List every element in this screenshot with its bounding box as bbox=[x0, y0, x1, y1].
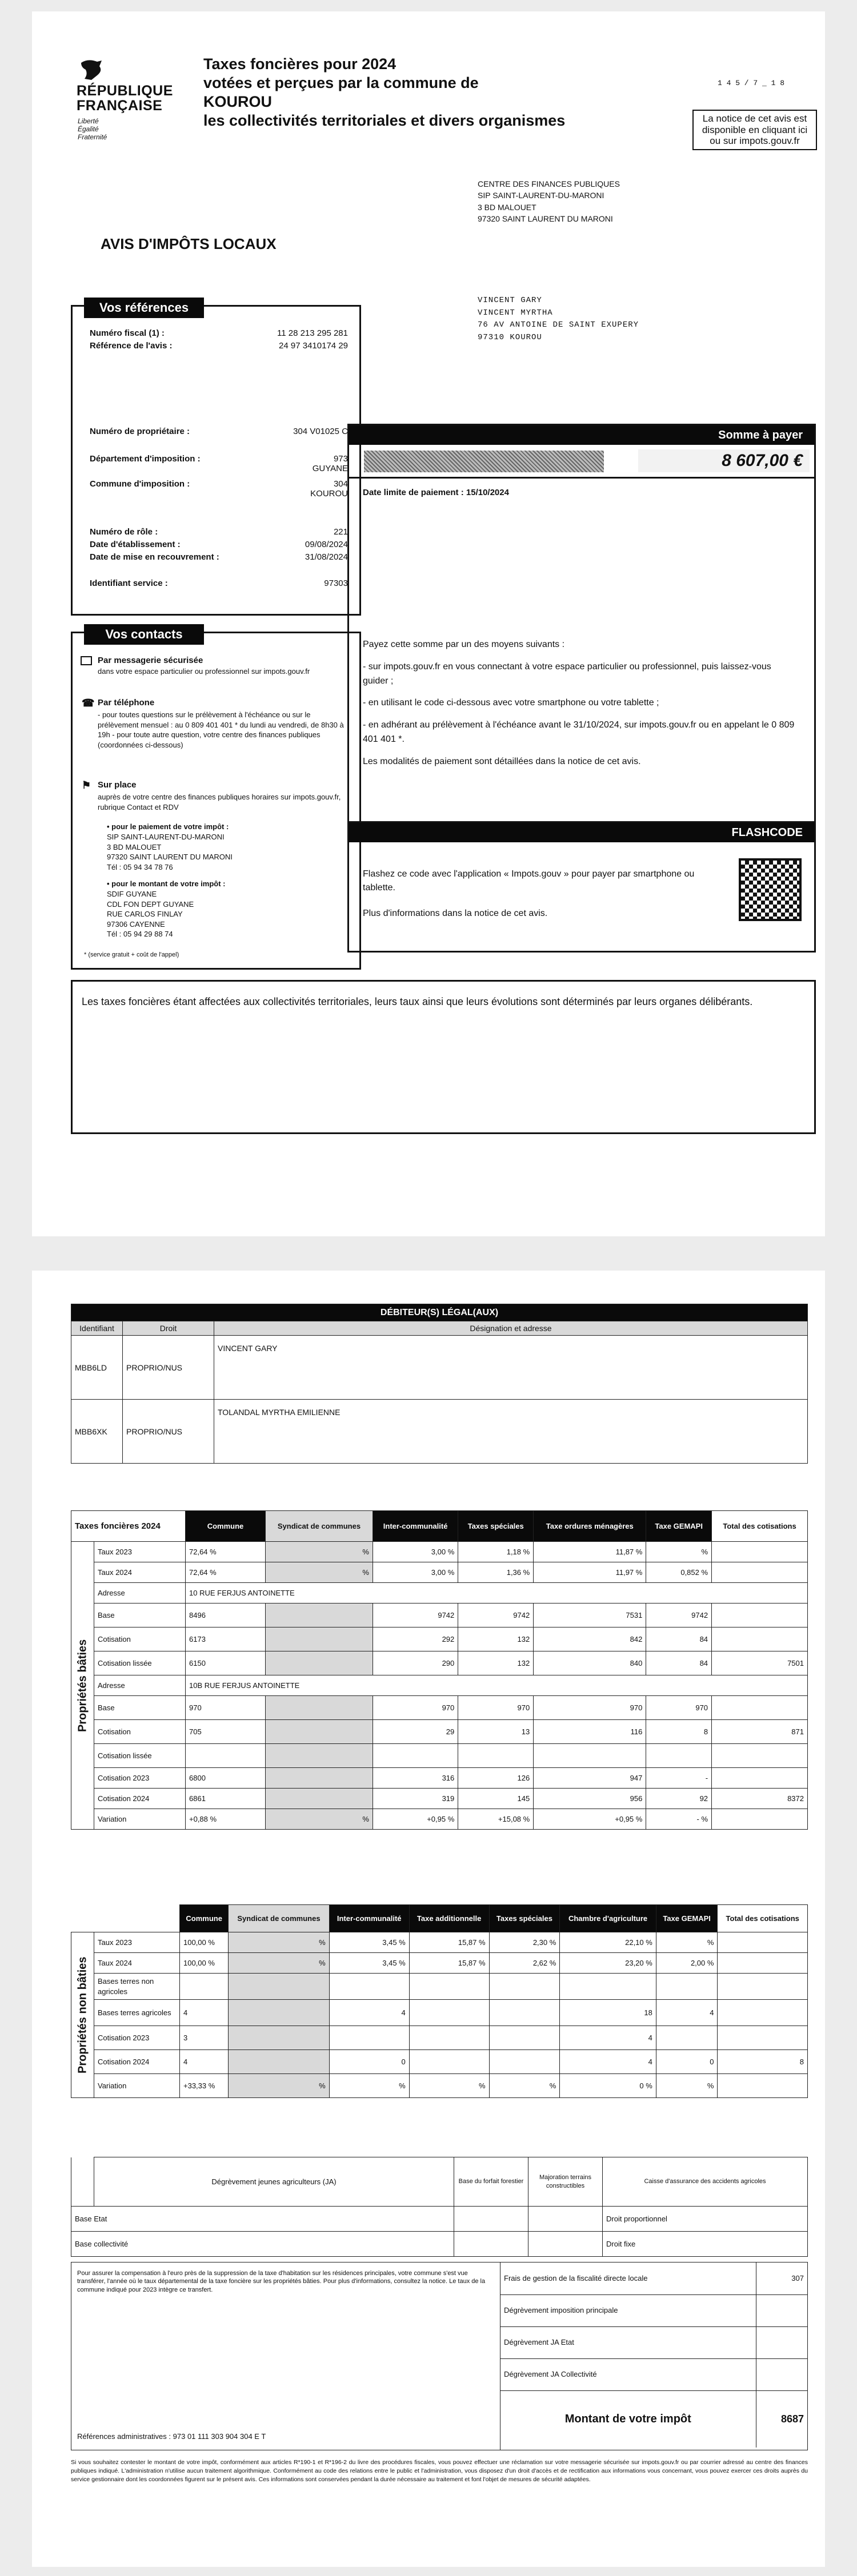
tax-cell bbox=[409, 2000, 489, 2026]
tax-cell: 145 bbox=[458, 1789, 534, 1809]
phone-icon: ☎ bbox=[82, 697, 95, 709]
bottom-note-text: Les taxes foncières étant affectées aux collectivités territoriales, leurs taux ainsi que leurs évolutions sont déterminés par leurs organes délibérants. bbox=[82, 996, 753, 1007]
tax-cell bbox=[656, 1974, 718, 2000]
tax-cell: 0 bbox=[656, 2050, 718, 2074]
tax-cell: 947 bbox=[534, 1768, 646, 1789]
total-tax-value: 8687 bbox=[756, 2390, 807, 2448]
contact-message-title: Par messagerie sécurisée bbox=[98, 656, 203, 665]
tax-cell: 15,87 % bbox=[409, 1932, 489, 1953]
tax-cell: 8 bbox=[646, 1720, 712, 1744]
tax-cell: - bbox=[646, 1768, 712, 1789]
tax-cell bbox=[373, 1744, 458, 1768]
row-label: Taux 2023 bbox=[94, 1932, 180, 1953]
tax-cell: 6800 bbox=[186, 1768, 266, 1789]
tax-cell: 18 bbox=[560, 2000, 656, 2026]
tax-cell: +33,33 % bbox=[180, 2074, 229, 2098]
tax-cell: 840 bbox=[534, 1651, 646, 1675]
row-label: Cotisation 2023 bbox=[94, 2026, 180, 2050]
taxpayer-address: VINCENT GARY VINCENT MYRTHA 76 AV ANTOINE DE SAINT EXUPERY 97310 KOUROU bbox=[478, 296, 639, 343]
ref-label-department: Département d'imposition : bbox=[90, 454, 201, 464]
tax-cell: % bbox=[266, 1542, 373, 1562]
tax-cell: 871 bbox=[712, 1720, 808, 1744]
built-header: Taxe ordures ménagères bbox=[534, 1511, 646, 1542]
tax-cell: +15,08 % bbox=[458, 1809, 534, 1830]
section-side-label: Propriétés non bâties bbox=[71, 1932, 94, 2098]
tax-cell: 72,64 % bbox=[186, 1562, 266, 1583]
unbuilt-header: Commune bbox=[180, 1905, 229, 1932]
tax-cell bbox=[712, 1696, 808, 1720]
debtor-id: MBB6LD bbox=[71, 1336, 123, 1400]
row-label: Bases terres agricoles bbox=[94, 2000, 180, 2026]
tax-cell: 290 bbox=[373, 1651, 458, 1675]
tax-cell bbox=[712, 1604, 808, 1627]
tax-cell: 956 bbox=[534, 1789, 646, 1809]
tax-cell: % bbox=[329, 2074, 409, 2098]
debtor-row bbox=[71, 1400, 808, 1464]
tax-cell: % bbox=[229, 1932, 329, 1953]
contact-phone-title: Par téléphone bbox=[98, 698, 155, 708]
tax-row bbox=[71, 1932, 808, 1953]
tax-row bbox=[71, 2026, 808, 2050]
relief-forest-label: Base du forfait forestier bbox=[454, 2157, 528, 2207]
tax-cell: % bbox=[646, 1542, 712, 1562]
page-1 bbox=[32, 11, 825, 1236]
droit-fixe-label: Droit fixe bbox=[603, 2232, 808, 2257]
tax-cell bbox=[712, 1542, 808, 1562]
relief-table bbox=[71, 2157, 808, 2257]
tax-cell: 0,852 % bbox=[646, 1562, 712, 1583]
payment-means: Payez cette somme par un des moyens suivants : - sur impots.gouv.fr en vous connectant à votre espace particulier ou professionnel, puis laissez-vous guider ; - en utilisant le code ci-dessous avec votre smartphone ou votre tablette ; - en adhérant au prélèvement à l'échéance avant le 31/10/2024, sur impots.gouv.fr ou en appelant le 0 809 401 401 *. Les modalités de paiement sont détaillées dans la notice de cet avis. bbox=[363, 640, 795, 766]
tax-cell bbox=[458, 1744, 534, 1768]
row-label: Bases terres non agricoles bbox=[94, 1974, 180, 2000]
ref-label-fiscal: Numéro fiscal (1) : bbox=[90, 328, 165, 338]
built-section-title: Taxes foncières 2024 bbox=[71, 1511, 186, 1542]
tax-cell: 970 bbox=[458, 1696, 534, 1720]
row-label: Cotisation 2023 bbox=[94, 1768, 186, 1789]
flashcode-more: Plus d'informations dans la notice de cet avis. bbox=[363, 909, 548, 918]
relief-insurance-label: Caisse d'assurance des accidents agricoles bbox=[603, 2157, 808, 2207]
tax-cell bbox=[266, 1789, 373, 1809]
unbuilt-header: Syndicat de communes bbox=[229, 1905, 329, 1932]
tax-cell: 8496 bbox=[186, 1604, 266, 1627]
contact-place-title: Sur place bbox=[98, 780, 137, 790]
republic-motto: Liberté Égalité Fraternité bbox=[78, 117, 107, 141]
tax-cell: 23,20 % bbox=[560, 1953, 656, 1974]
base-collectivite-label: Base collectivité bbox=[71, 2232, 454, 2257]
ref-value-service: 97303 bbox=[324, 578, 348, 588]
summary-row-label: Dégrèvement JA Etat bbox=[500, 2326, 756, 2358]
references-box bbox=[71, 300, 361, 616]
tax-cell: +0,95 % bbox=[534, 1809, 646, 1830]
contact-amount-title: • pour le montant de votre impôt : bbox=[107, 879, 226, 888]
tax-row bbox=[71, 2000, 808, 2026]
tax-cell bbox=[229, 2026, 329, 2050]
unbuilt-header: Total des cotisations bbox=[718, 1905, 808, 1932]
bottom-note-box bbox=[71, 980, 816, 1134]
summary-row-value bbox=[756, 2326, 807, 2358]
tax-cell: 8372 bbox=[712, 1789, 808, 1809]
tax-cell: 6173 bbox=[186, 1627, 266, 1651]
tax-cell bbox=[180, 1974, 229, 2000]
tax-cell: 29 bbox=[373, 1720, 458, 1744]
tax-cell: 7531 bbox=[534, 1604, 646, 1627]
summary-left-text: Pour assurer la compensation à l'euro près de la suppression de la taxe d'habitation sur les résidences principales, votre commune s'est vue transférer, l'année où le taux départemental de la taxe foncière sur les propriétés bâties. Pour plus d'informations, consultez la notice. Le taux de la commune indiqué pour 2023 intègre ce transfert. bbox=[77, 2270, 486, 2293]
envelope-icon bbox=[81, 656, 92, 665]
tax-cell bbox=[266, 1696, 373, 1720]
tax-cell: 0 % bbox=[560, 2074, 656, 2098]
contact-amount-address: SDIF GUYANE CDL FON DEPT GUYANE RUE CARLOS FINLAY 97306 CAYENNE Tél : 05 94 29 88 74 bbox=[107, 890, 194, 939]
location-icon: ⚑ bbox=[82, 779, 91, 791]
row-label: Cotisation bbox=[94, 1627, 186, 1651]
debtor-right: PROPRIO/NUS bbox=[123, 1336, 214, 1400]
tax-cell: 11,97 % bbox=[534, 1562, 646, 1583]
tax-row bbox=[71, 1627, 808, 1651]
ref-label-notice: Référence de l'avis : bbox=[90, 341, 173, 351]
unbuilt-header: Inter-communalité bbox=[329, 1905, 409, 1932]
ref-label-service: Identifiant service : bbox=[90, 578, 168, 588]
row-label: Base bbox=[94, 1696, 186, 1720]
section-side-label: Propriétés bâties bbox=[71, 1542, 94, 1830]
tax-cell: % bbox=[656, 2074, 718, 2098]
row-label: Cotisation 2024 bbox=[94, 1789, 186, 1809]
row-label: Base bbox=[94, 1604, 186, 1627]
tax-cell: 316 bbox=[373, 1768, 458, 1789]
property-address: 10B RUE FERJUS ANTOINETTE bbox=[186, 1675, 808, 1696]
tax-cell: 970 bbox=[186, 1696, 266, 1720]
ref-label-role: Numéro de rôle : bbox=[90, 527, 158, 537]
contact-pay-title: • pour le paiement de votre impôt : bbox=[107, 822, 229, 831]
unbuilt-properties-table bbox=[71, 1904, 808, 2098]
tax-cell bbox=[409, 2050, 489, 2074]
tax-cell: 292 bbox=[373, 1627, 458, 1651]
tax-cell bbox=[266, 1744, 373, 1768]
droit-proportionnel-label: Droit proportionnel bbox=[603, 2207, 808, 2232]
debtor-id: MBB6XK bbox=[71, 1400, 123, 1464]
tax-cell: 4 bbox=[329, 2000, 409, 2026]
ref-value-collection: 31/08/2024 bbox=[305, 552, 348, 562]
tax-row bbox=[71, 1696, 808, 1720]
tax-cell: 3 bbox=[180, 2026, 229, 2050]
summary-row-value: 307 bbox=[756, 2262, 807, 2294]
summary-row-value bbox=[756, 2358, 807, 2390]
total-tax-label: Montant de votre impôt bbox=[500, 2390, 756, 2448]
base-etat-label: Base Etat bbox=[71, 2207, 454, 2232]
payment-title: Somme à payer bbox=[349, 425, 814, 445]
tax-cell bbox=[266, 1627, 373, 1651]
flashcode-title: FLASHCODE bbox=[349, 823, 814, 842]
debtors-header-right: Droit bbox=[123, 1321, 214, 1336]
tax-row bbox=[71, 1651, 808, 1675]
tax-cell bbox=[329, 1974, 409, 2000]
notice-link-box[interactable]: La notice de cet avis est disponible en cliquant ici ou sur impots.gouv.fr bbox=[692, 110, 817, 150]
tax-row bbox=[71, 1768, 808, 1789]
debtors-title: DÉBITEUR(S) LÉGAL(AUX) bbox=[71, 1304, 808, 1321]
contacts-title: Vos contacts bbox=[84, 624, 204, 645]
contact-pay-address: SIP SAINT-LAURENT-DU-MARONI 3 BD MALOUET 97320 SAINT LAURENT DU MARONI Tél : 05 94 34 78 76 bbox=[107, 833, 233, 871]
ref-value-fiscal: 11 28 213 295 281 bbox=[277, 328, 348, 338]
tax-cell bbox=[229, 2050, 329, 2074]
tax-row bbox=[71, 1720, 808, 1744]
tax-cell: 1,18 % bbox=[458, 1542, 534, 1562]
tax-row bbox=[71, 1675, 808, 1696]
summary-right bbox=[500, 2262, 807, 2450]
tax-cell: 0 bbox=[329, 2050, 409, 2074]
tax-cell bbox=[656, 2026, 718, 2050]
tax-row bbox=[71, 2074, 808, 2098]
doc-title: AVIS D'IMPÔTS LOCAUX bbox=[101, 235, 277, 252]
tax-cell: % bbox=[409, 2074, 489, 2098]
tax-cell bbox=[718, 2074, 808, 2098]
contact-note: * (service gratuit + coût de l'appel) bbox=[84, 951, 179, 958]
built-header: Syndicat de communes bbox=[266, 1511, 373, 1542]
unbuilt-header: Taxes spéciales bbox=[489, 1905, 560, 1932]
tax-cell: 970 bbox=[373, 1696, 458, 1720]
barcode-strip bbox=[364, 451, 604, 472]
unbuilt-header: Taxe GEMAPI bbox=[656, 1905, 718, 1932]
tax-cell: 3,00 % bbox=[373, 1562, 458, 1583]
tax-cell bbox=[718, 1953, 808, 1974]
row-label: Adresse bbox=[94, 1675, 186, 1696]
qr-code-icon[interactable] bbox=[739, 858, 802, 921]
tax-cell: 319 bbox=[373, 1789, 458, 1809]
property-address: 10 RUE FERJUS ANTOINETTE bbox=[186, 1583, 808, 1604]
unbuilt-header: Taxe additionnelle bbox=[409, 1905, 489, 1932]
summary-refs: Références administratives : 973 01 111 303 904 304 E T bbox=[77, 2432, 266, 2441]
tax-cell bbox=[718, 2000, 808, 2026]
tax-cell: 100,00 % bbox=[180, 1953, 229, 1974]
tax-cell bbox=[409, 2026, 489, 2050]
tax-title: Taxes foncières pour 2024 votées et perçues par la commune de KOUROU les collectivités territoriales et divers organismes bbox=[203, 55, 566, 129]
tax-row bbox=[71, 1744, 808, 1768]
tax-cell: 2,30 % bbox=[489, 1932, 560, 1953]
tax-cell: 15,87 % bbox=[409, 1953, 489, 1974]
page-2 bbox=[32, 1271, 825, 2567]
ref-label-commune: Commune d'imposition : bbox=[90, 479, 190, 489]
tax-cell bbox=[489, 2000, 560, 2026]
summary-row-label: Frais de gestion de la fiscalité directe locale bbox=[500, 2262, 756, 2294]
ref-value-department: 973 GUYANE bbox=[312, 454, 348, 473]
summary-row-label: Dégrèvement JA Collectivité bbox=[500, 2358, 756, 2390]
tax-cell: 7501 bbox=[712, 1651, 808, 1675]
tax-cell bbox=[718, 2026, 808, 2050]
tax-cell: 9742 bbox=[646, 1604, 712, 1627]
tax-cell: 4 bbox=[180, 2050, 229, 2074]
tax-cell bbox=[718, 1974, 808, 2000]
tax-cell: 132 bbox=[458, 1651, 534, 1675]
built-properties-table bbox=[71, 1510, 808, 1830]
built-header: Taxes spéciales bbox=[458, 1511, 534, 1542]
tax-cell: 84 bbox=[646, 1651, 712, 1675]
debtor-row bbox=[71, 1336, 808, 1400]
tax-cell: 9742 bbox=[458, 1604, 534, 1627]
tax-row bbox=[71, 1974, 808, 2000]
tax-row bbox=[71, 1953, 808, 1974]
built-header: Total des cotisations bbox=[712, 1511, 808, 1542]
tax-cell: +0,88 % bbox=[186, 1809, 266, 1830]
built-header: Inter-communalité bbox=[373, 1511, 458, 1542]
tax-cell: 132 bbox=[458, 1627, 534, 1651]
tax-cell bbox=[489, 2050, 560, 2074]
tax-cell bbox=[712, 1562, 808, 1583]
tax-cell bbox=[712, 1744, 808, 1768]
republic-name: RÉPUBLIQUE FRANÇAISE bbox=[77, 83, 173, 114]
marianne-logo bbox=[80, 58, 105, 81]
tax-cell: 116 bbox=[534, 1720, 646, 1744]
tax-cell: 2,00 % bbox=[656, 1953, 718, 1974]
tax-row bbox=[71, 1562, 808, 1583]
tax-cell: 4 bbox=[656, 2000, 718, 2026]
tax-cell: 8 bbox=[718, 2050, 808, 2074]
tax-cell: % bbox=[229, 1953, 329, 1974]
tax-cell: 842 bbox=[534, 1627, 646, 1651]
tax-cell: 84 bbox=[646, 1627, 712, 1651]
tax-cell: 9742 bbox=[373, 1604, 458, 1627]
summary-box bbox=[71, 2262, 808, 2450]
tax-cell: 3,00 % bbox=[373, 1542, 458, 1562]
top-code: 1 4 5 / 7 _ 1 8 bbox=[718, 79, 785, 87]
tax-cell bbox=[712, 1768, 808, 1789]
tax-cell: 6861 bbox=[186, 1789, 266, 1809]
payment-box bbox=[347, 424, 816, 823]
payment-amount: 8 607,00 € bbox=[638, 449, 810, 472]
tax-cell: 970 bbox=[646, 1696, 712, 1720]
row-label: Cotisation lissée bbox=[94, 1651, 186, 1675]
tax-cell: % bbox=[266, 1562, 373, 1583]
tax-cell: 11,87 % bbox=[534, 1542, 646, 1562]
built-header: Taxe GEMAPI bbox=[646, 1511, 712, 1542]
row-label: Taux 2023 bbox=[94, 1542, 186, 1562]
tax-cell: 2,62 % bbox=[489, 1953, 560, 1974]
tax-cell: % bbox=[266, 1809, 373, 1830]
contact-place-text: auprès de votre centre des finances publiques horaires sur impots.gouv.fr, rubrique Contact et RDV bbox=[98, 793, 341, 811]
tax-cell: 1,36 % bbox=[458, 1562, 534, 1583]
tax-cell bbox=[186, 1744, 266, 1768]
row-label: Adresse bbox=[94, 1583, 186, 1604]
tax-cell bbox=[646, 1744, 712, 1768]
tax-cell bbox=[266, 1768, 373, 1789]
ref-label-owner: Numéro de propriétaire : bbox=[90, 427, 190, 436]
tax-row bbox=[71, 1789, 808, 1809]
tax-cell bbox=[712, 1627, 808, 1651]
tax-cell: 13 bbox=[458, 1720, 534, 1744]
tax-cell bbox=[718, 1932, 808, 1953]
tax-cell: 126 bbox=[458, 1768, 534, 1789]
tax-cell bbox=[329, 2026, 409, 2050]
debtors-table bbox=[71, 1304, 808, 1464]
tax-cell: - % bbox=[646, 1809, 712, 1830]
row-label: Variation bbox=[94, 1809, 186, 1830]
built-header: Commune bbox=[186, 1511, 266, 1542]
ref-value-notice: 24 97 3410174 29 bbox=[279, 341, 348, 351]
tax-cell: % bbox=[656, 1932, 718, 1953]
tax-row bbox=[71, 1542, 808, 1562]
flashcode-box bbox=[347, 821, 816, 953]
tax-cell bbox=[266, 1651, 373, 1675]
tax-cell: 3,45 % bbox=[329, 1953, 409, 1974]
row-label: Taux 2024 bbox=[94, 1953, 180, 1974]
tax-cell: % bbox=[229, 2074, 329, 2098]
tax-cell: 6150 bbox=[186, 1651, 266, 1675]
row-label: Taux 2024 bbox=[94, 1562, 186, 1583]
tax-cell: 4 bbox=[560, 2050, 656, 2074]
tax-cell: 705 bbox=[186, 1720, 266, 1744]
ref-value-owner: 304 V01025 C bbox=[293, 427, 348, 436]
tax-cell: 100,00 % bbox=[180, 1932, 229, 1953]
debtor-name: VINCENT GARY bbox=[214, 1336, 808, 1400]
tax-row bbox=[71, 1604, 808, 1627]
row-label: Cotisation lissée bbox=[94, 1744, 186, 1768]
debtors-header-id: Identifiant bbox=[71, 1321, 123, 1336]
tax-cell bbox=[534, 1744, 646, 1768]
summary-row-label: Dégrèvement imposition principale bbox=[500, 2294, 756, 2326]
summary-row-value bbox=[756, 2294, 807, 2326]
tax-row bbox=[71, 1583, 808, 1604]
tax-cell: 92 bbox=[646, 1789, 712, 1809]
row-label: Cotisation bbox=[94, 1720, 186, 1744]
tax-cell bbox=[560, 1974, 656, 2000]
relief-ja-label: Dégrèvement jeunes agriculteurs (JA) bbox=[94, 2157, 454, 2207]
legal-footer-text: Si vous souhaitez contester le montant de votre impôt, conformément aux articles R*190-1 et R*196-2 du livre des procédures fiscales, vous pouvez effectuer une réclamation sur votre messagerie sécurisée sur impots.gouv.fr ou par courrier adressé au centre des finances publiques indiqué. L'administration n'utilise aucun traitement algorithmique. Conformément au code des relations entre le public et l'administration, vous disposez d'un droit d'accès et de rectification aux informations vous concernant, vous pouvez exercer ces droits auprès du service gestionnaire dont les coordonnées figurent sur le présent avis. Ces informations sont conservées pendant la durée nécessaire au traitement et font l'objet de mesures de sécurité adaptées. bbox=[71, 2459, 808, 2483]
ref-label-established: Date d'établissement : bbox=[90, 540, 181, 549]
tax-cell: 4 bbox=[560, 2026, 656, 2050]
relief-constructible-label: Majoration terrains constructibles bbox=[528, 2157, 603, 2207]
tax-row bbox=[71, 1809, 808, 1830]
row-label: Cotisation 2024 bbox=[94, 2050, 180, 2074]
tax-row bbox=[71, 2050, 808, 2074]
unbuilt-header: Chambre d'agriculture bbox=[560, 1905, 656, 1932]
contact-phone-text: - pour toutes questions sur le prélèvement à l'échéance ou sur le prélèvement mensuel : au 0 809 401 401 * du lundi au vendredi, de 8h30 à 19h - pour toute autre question, votre centre des finances publiques (coordonnées ci-dessous) bbox=[98, 710, 344, 749]
payment-deadline: Date limite de paiement : 15/10/2024 bbox=[363, 488, 509, 497]
ref-value-role: 221 bbox=[333, 527, 348, 537]
tax-cell bbox=[266, 1604, 373, 1627]
flashcode-text: Flashez ce code avec l'application « Impots.gouv » pour payer par smartphone ou tablette. bbox=[363, 869, 695, 893]
tax-cell bbox=[229, 2000, 329, 2026]
tax-cell bbox=[489, 2026, 560, 2050]
tax-cell bbox=[712, 1809, 808, 1830]
contact-message-text: dans votre espace particulier ou professionnel sur impots.gouv.fr bbox=[98, 667, 310, 676]
tax-cell: 970 bbox=[534, 1696, 646, 1720]
tax-cell bbox=[229, 1974, 329, 2000]
references-title: Vos références bbox=[84, 298, 204, 318]
finance-center-address: CENTRE DES FINANCES PUBLIQUES SIP SAINT-LAURENT-DU-MARONI 3 BD MALOUET 97320 SAINT LAURENT DU MARONI bbox=[478, 179, 620, 223]
ref-label-collection: Date de mise en recouvrement : bbox=[90, 552, 219, 562]
row-label: Variation bbox=[94, 2074, 180, 2098]
debtor-name: TOLANDAL MYRTHA EMILIENNE bbox=[214, 1400, 808, 1464]
tax-cell: 3,45 % bbox=[329, 1932, 409, 1953]
tax-cell bbox=[409, 1974, 489, 2000]
debtors-header-address: Désignation et adresse bbox=[214, 1321, 808, 1336]
debtor-right: PROPRIO/NUS bbox=[123, 1400, 214, 1464]
ref-value-commune: 304 KOUROU bbox=[310, 479, 348, 499]
tax-cell: 22,10 % bbox=[560, 1932, 656, 1953]
tax-cell: % bbox=[489, 2074, 560, 2098]
tax-cell: 72,64 % bbox=[186, 1542, 266, 1562]
tax-cell bbox=[489, 1974, 560, 2000]
ref-value-established: 09/08/2024 bbox=[305, 540, 348, 549]
tax-cell: +0,95 % bbox=[373, 1809, 458, 1830]
contacts-box bbox=[71, 627, 361, 970]
tax-cell: 4 bbox=[180, 2000, 229, 2026]
tax-cell bbox=[266, 1720, 373, 1744]
